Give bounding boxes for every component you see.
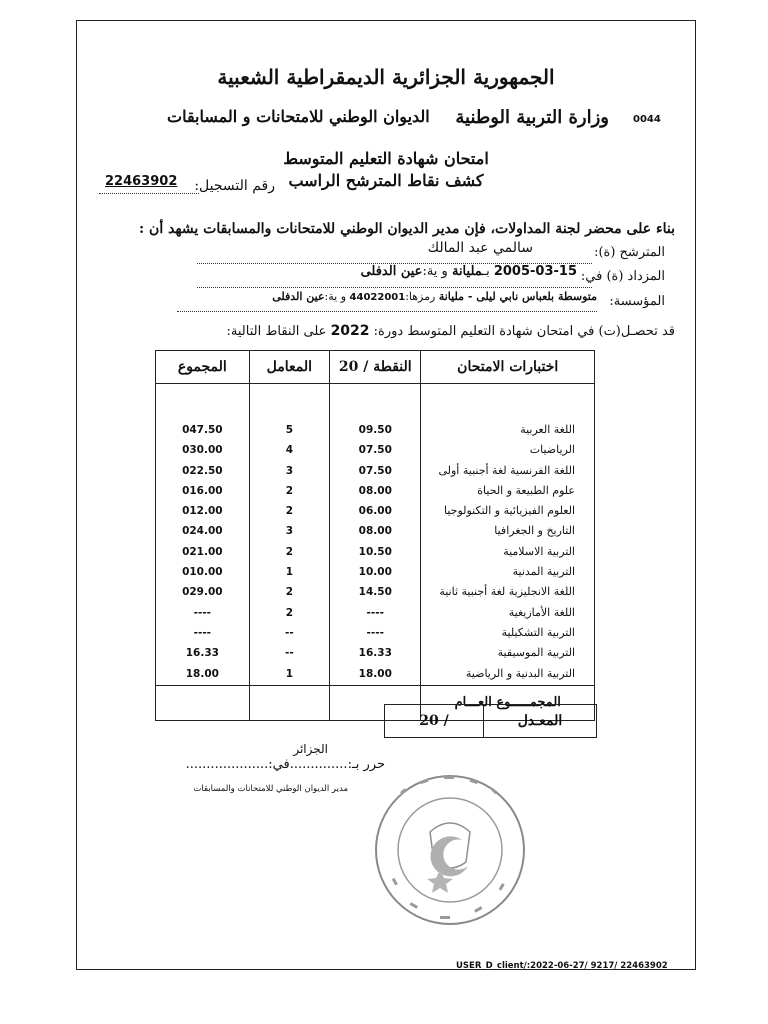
cell-mark: 08.00 [358, 484, 392, 497]
ministry-title: وزارة التربية الوطنية [455, 107, 609, 128]
header-subject: اختبارات الامتحان [421, 351, 595, 384]
header-coef: المعامل [249, 351, 329, 384]
obtained-prefix: قد تحصـل(ت) في امتحان شهادة التعليم المتوسط دورة: [373, 324, 675, 339]
cell-total: 021.00 [182, 545, 223, 558]
registration-number: 22463902 [105, 174, 178, 189]
cell-total: 047.50 [182, 424, 223, 436]
cell-coef: 1 [285, 667, 294, 680]
cell-total: 022.50 [182, 464, 223, 477]
director-title: مدير الديوان الوطني للامتحانات والمسابقات [193, 784, 348, 794]
school-label: المؤسسة: [609, 294, 665, 309]
cell-subject: التربية الاسلامية [503, 544, 575, 558]
totals-column [156, 384, 250, 686]
cell-total: 024.00 [182, 525, 223, 538]
cell-total: ---- [193, 606, 212, 619]
cell-mark: ---- [366, 626, 384, 639]
cell-subject: التربية المدنية [512, 565, 575, 579]
basis-statement: بناء على محضر لجنة المداولات، فإن مدير الديوان الوطني للامتحانات والمسابقات يشهد أن : [139, 221, 675, 237]
subjects-column [421, 384, 595, 686]
cell-coef: 3 [285, 464, 294, 477]
cell-mark: 18.00 [358, 667, 392, 680]
header-mark: النقطة / 20 [330, 351, 421, 384]
birth-dotted-line [197, 287, 592, 288]
average-label: المعـدل [484, 705, 597, 738]
state-prefix: و ية: [422, 264, 448, 279]
cell-total: 016.00 [182, 484, 223, 497]
cell-total: 18.00 [185, 667, 219, 680]
marks-column [330, 384, 421, 686]
cell-subject: التربية البدنية و الرياضية [465, 666, 575, 680]
birth-date: 2005-03-15 [493, 264, 577, 279]
grand-total-sum [156, 685, 250, 720]
cell-subject: اللغة الانجليزية لغة أجنبية ثانية [439, 585, 575, 599]
candidate-name-label: المترشح (ة): [594, 245, 665, 260]
cell-coef: 2 [285, 545, 294, 558]
cell-subject: علوم الطبيعة و الحياة [477, 483, 575, 497]
cell-coef: 2 [285, 484, 294, 497]
cell-coef: 2 [285, 505, 294, 518]
cell-coef: 2 [285, 606, 294, 619]
cell-total: ---- [193, 626, 212, 639]
cell-mark: 08.00 [358, 525, 392, 538]
cell-subject: التربية الموسيقية [497, 646, 575, 660]
registration-dotted-line [99, 193, 199, 194]
birth-state: عين الدفلى [360, 264, 423, 279]
issued-line [186, 757, 385, 772]
cell-coef: -- [285, 647, 294, 660]
school-details [272, 290, 597, 303]
grand-total-coef [249, 685, 329, 720]
issued-text: حرر بـ:..............في:.................... [185, 757, 385, 772]
birth-details [361, 264, 577, 279]
cell-subject: اللغة الأمازيغية [508, 605, 575, 619]
cell-coef: 5 [285, 424, 294, 436]
school-state: عين الدفلى [272, 290, 325, 303]
office-title: الديوان الوطني للامتحانات و المسابقات [167, 107, 430, 126]
cell-subject: العلوم الفيزيائية و التكنولوجيا [443, 504, 575, 518]
cell-subject: التاريخ و الجغرافيا [494, 524, 575, 538]
cell-mark: 07.50 [358, 464, 392, 477]
average-box [384, 704, 597, 738]
obtained-suffix: على النقاط التالية: [226, 324, 327, 339]
grand-total-label: المجمـــــوع العـــام [421, 685, 595, 720]
candidate-name: سالمي عبد المالك [427, 240, 533, 256]
cell-subject: الرياضيات [529, 443, 575, 457]
registration-label: رقم التسجيل: [194, 178, 275, 194]
cell-mark: 16.33 [358, 647, 392, 660]
average-suffix: / 20 [419, 713, 449, 729]
session-year: 2022 [330, 323, 370, 339]
school-code-label: رمزها: [405, 290, 436, 303]
cell-coef: 3 [285, 525, 294, 538]
cell-mark: 10.50 [358, 545, 392, 558]
cell-mark: ---- [366, 606, 384, 619]
marks-table [155, 350, 595, 721]
sheet-title: كشف نقاط المترشح الراسب [288, 171, 484, 190]
cell-total: 010.00 [182, 566, 223, 579]
birth-label: المزداد (ة) في: [580, 269, 665, 284]
cell-total: 16.33 [185, 647, 219, 660]
document-code: 0044 [633, 114, 661, 125]
cell-mark: 09.50 [358, 424, 392, 436]
official-seal [370, 770, 530, 930]
school-dotted-line [177, 311, 597, 312]
school-code: 44022001 [349, 292, 406, 303]
cell-total: 030.00 [182, 444, 223, 457]
issued-place: الجزائر [293, 742, 328, 756]
cell-coef: 4 [285, 444, 294, 457]
coef-column [249, 384, 329, 686]
average-value [385, 705, 484, 738]
cell-total: 029.00 [182, 586, 223, 599]
cell-mark: 06.00 [358, 505, 392, 518]
birth-place-prefix: بـ [482, 264, 490, 279]
cell-mark: 14.50 [358, 586, 392, 599]
school-name: متوسطة بلعباس نابي ليلى - مليانة [438, 290, 597, 303]
cell-coef: -- [285, 626, 294, 639]
obtained-statement [227, 323, 675, 339]
exam-title: امتحان شهادة التعليم المتوسط [283, 149, 489, 168]
republic-title: الجمهورية الجزائرية الديمقراطية الشعبية [217, 65, 555, 89]
cell-coef: 1 [285, 566, 294, 579]
cell-mark: 07.50 [358, 444, 392, 457]
footer-document-id: USER_D_client/:2022-06-27/ 9217/ 22463902 [456, 961, 668, 971]
birth-place: مليانة [451, 264, 483, 279]
cell-subject: اللغة الفرنسية لغة أجنبية أولى [438, 463, 575, 477]
cell-mark: 10.00 [358, 566, 392, 579]
header-total: المجموع [156, 351, 250, 384]
cell-subject: التربية التشكيلية [501, 625, 575, 639]
cell-coef: 2 [285, 586, 294, 599]
cell-total: 012.00 [182, 505, 223, 518]
school-state-prefix: و ية: [324, 290, 347, 303]
cell-subject: اللغة العربية [520, 423, 575, 436]
